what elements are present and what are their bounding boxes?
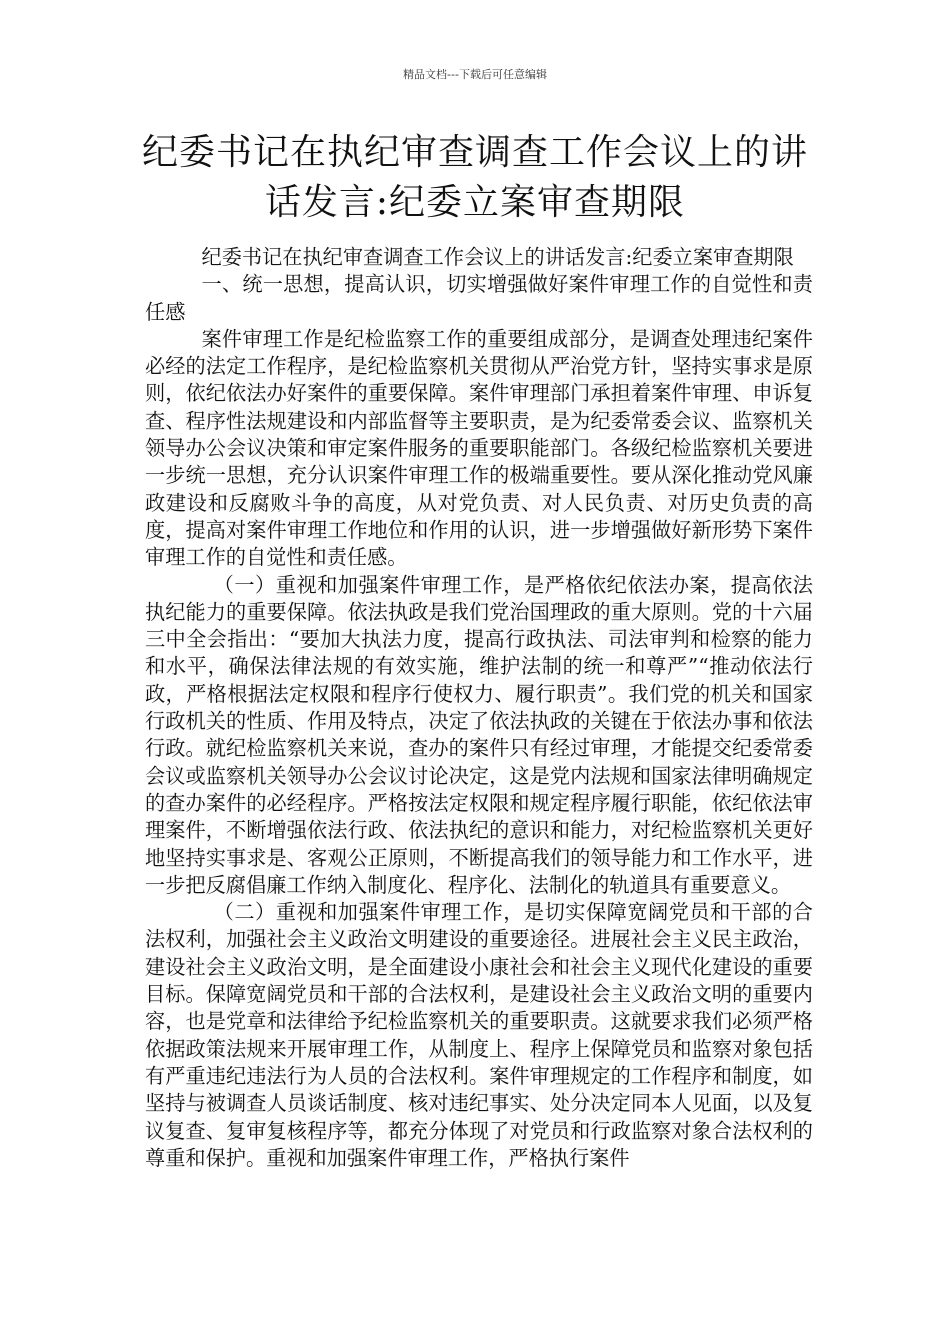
body-paragraph: 案件审理工作是纪检监察工作的重要组成部分，是调查处理违纪案件必经的法定工作程序，是纪检监察机关贯彻从严治党方针，坚持实事求是原则，依纪依法办好案件的重要保障。案件审理部门承担着案件审理、申诉复查、程序性法规建设和内部监督等主要职责，是为纪委常委会议、监察机关领导办公会议决策和审定案件服务的重要职能部门。各级纪检监察机关要进一步统一思想，充分认识案件审理工作的极端重要性。要从深化推动党风廉政建设和反腐败斗争的高度，从对党负责、对人民负责、对历史负责的高度，提高对案件审理工作地位和作用的认识，进一步增强做好新形势下案件审理工作的自觉性和责任感。 xyxy=(145,326,813,570)
subsection-paragraph-2: （二）重视和加强案件审理工作，是切实保障宽阔党员和干部的合法权利，加强社会主义政治文明建设的重要途径。进展社会主义民主政治，建设社会主义政治文明，是全面建设小康社会和社会主义现代化建设的重要目标。保障宽阔党员和干部的合法权利，是建设社会主义政治文明的重要内容，也是党章和法律给予纪检监察机关的重要职责。这就要求我们必须严格依据政策法规来开展审理工作，从制度上、程序上保障党员和监察对象包括有严重违纪违法行为人员的合法权利。案件审理规定的工作程序和制度，如坚持与被调查人员谈话制度、核对违纪事实、处分决定同本人见面，以及复议复查、复审复核程序等，都充分体现了对党员和行政监察对象合法权利的尊重和保护。重视和加强案件审理工作，严格执行案件 xyxy=(145,900,813,1170)
subsection-paragraph-1: （一）重视和加强案件审理工作，是严格依纪依法办案，提高依法执纪能力的重要保障。依法执政是我们党治国理政的重大原则。党的十六届三中全会指出：“要加大执法力度，提高行政执法、司法审判和检察的能力和水平，确保法律法规的有效实施，维护法制的统一和尊严”“推动依法行政，严格根据法定权限和程序行使权力、履行职责”。我们党的机关和国家行政机关的性质、作用及特点，决定了依法执政的关键在于依法办事和依法行政。就纪检监察机关来说，查办的案件只有经过审理，才能提交纪委常委会议或监察机关领导办公会议讨论决定，这是党内法规和国家法律明确规定的查办案件的必经程序。严格按法定权限和规定程序履行职能，依纪依法审理案件，不断增强依法行政、依法执纪的意识和能力，对纪检监察机关更好地坚持实事求是、客观公正原则，不断提高我们的领导能力和工作水平，进一步把反腐倡廉工作纳入制度化、程序化、法制化的轨道具有重要意义。 xyxy=(145,572,813,897)
intro-paragraph: 纪委书记在执纪审查调查工作会议上的讲话发言:纪委立案审查期限 xyxy=(201,245,794,269)
document-body xyxy=(145,244,813,1172)
document-title: 纪委书记在执纪审查调查工作会议上的讲话发言:纪委立案审查期限 xyxy=(141,132,808,223)
section-heading: 一、统一思想，提高认识，切实增强做好案件审理工作的自觉性和责任感 xyxy=(145,272,813,324)
header-note: 精品文档---下载后可任意编辑 xyxy=(403,68,547,81)
